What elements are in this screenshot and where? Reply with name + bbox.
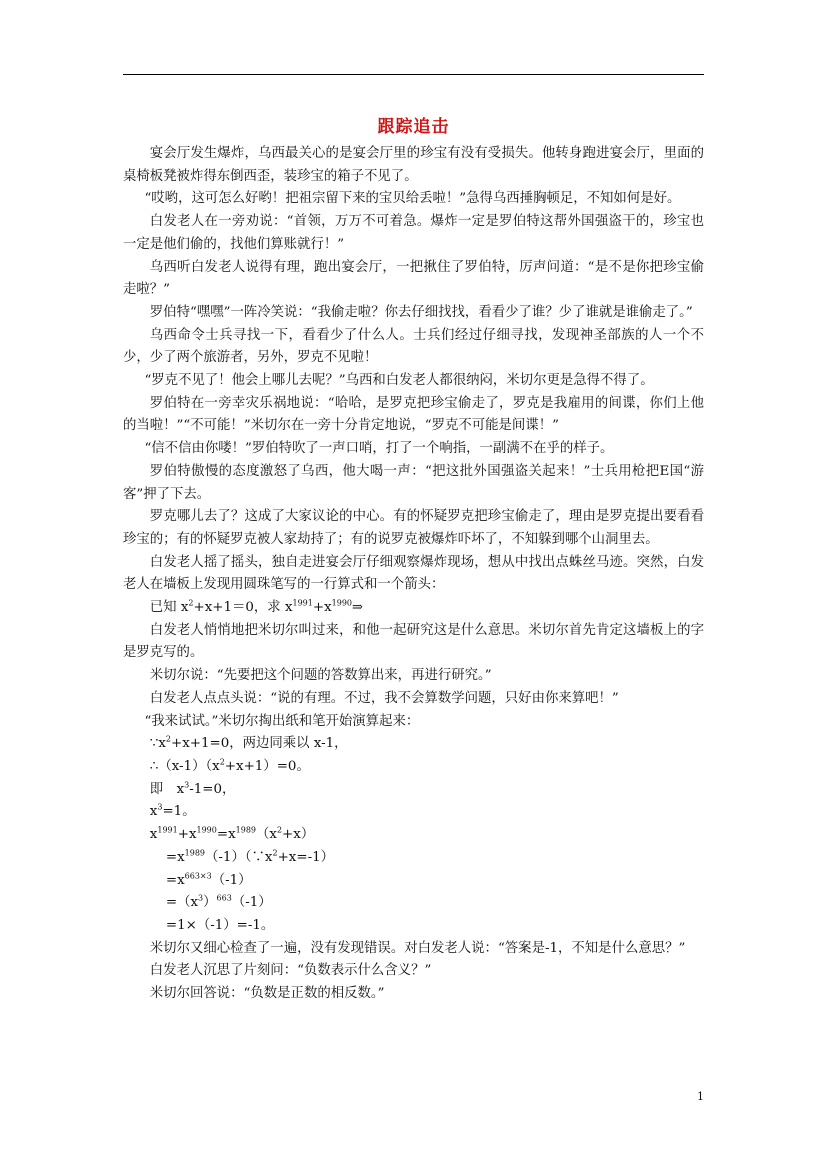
paragraph: 米切尔回答说：“负数是正数的相反数。” (149, 986, 385, 1002)
paragraph: “信不信由你喽！”罗伯特吹了一声口哨，打了一个响指，一副满不在乎的样子。 (144, 441, 614, 457)
math-line: $\therefore(x-1)(x^2+x+1)=0$。 (149, 757, 310, 774)
paragraph: 罗伯特傲慢的态度激怒了乌西，他大喝一声：“把这批外国强盗关起来！”士兵用枪把E国“游客”押了下去。 (123, 463, 704, 502)
math-line: $\because x^2+x+1=0$，两边同乘以 x-1， (149, 734, 348, 752)
paragraph: 白发老人沉思了片刻问：“负数表示什么含义？” (149, 963, 432, 979)
header-rule (123, 74, 704, 75)
paragraph: 白发老人摇了摇头，独自走进宴会厅仔细观察爆炸现场，想从中找出点蛛丝马迹。突然，白发老人在墙板上发现用圆珠笔写的一行算式和一个箭头： (123, 554, 704, 593)
paragraph: “罗克不见了！他会上哪儿去呢？”乌西和白发老人都很纳闷，米切尔更是急得不得了。 (144, 373, 654, 389)
math-line: $x^3=1$。 (149, 802, 196, 820)
paragraph: 罗伯特“嘿嘿”一阵冷笑说：“我偷走啦？你去仔细找找，看看少了谁？少了谁就是谁偷走了。” (149, 304, 693, 320)
paragraph: “哎哟，这可怎么好哟！把祖宗留下来的宝贝给丢啦！”急得乌西捶胸顿足，不知如何是好。 (144, 191, 681, 207)
paragraph: 白发老人悄悄地把米切尔叫过来，和他一起研究这是什么意思。米切尔首先肯定这墙板上的字是罗克写的。 (123, 622, 704, 661)
math-line: $=(x^3)^{663}(-1)$ (165, 893, 272, 911)
document-title: 跟踪追击 (377, 117, 450, 137)
paragraph: 宴会厅发生爆炸，乌西最关心的是宴会厅里的珍宝有没有受损失。他转身跑进宴会厅，里面的桌椅板凳被炸得东倒西歪，装珍宝的箱子不见了。 (123, 146, 704, 184)
math-line: =1×（-1）=-1。 (165, 917, 275, 933)
page-number: 1 (697, 1090, 704, 1103)
math-line: $x^{1991}+x^{1990}=x^{1989}(x^2+x)$ (149, 825, 315, 843)
paragraph: 白发老人点点头说：“说的有理。不过，我不会算数学问题，只好由你来算吧！” (149, 690, 619, 706)
paragraph: “我来试试。”米切尔掏出纸和笔开始演算起来： (144, 713, 420, 729)
paragraph: 乌西听白发老人说得有理，跑出宴会厅，一把揪住了罗伯特，厉声问道：“是不是你把珍宝偷走啦？” (123, 259, 704, 298)
arrow-icon: ⇒ (352, 600, 361, 616)
paragraph: 罗伯特在一旁幸灾乐祸地说：“哈哈，是罗克把珍宝偷走了，罗克是我雇用的间谍，你们上他的当啦！”“不可能！”米切尔在一旁十分肯定地说，“罗克不可能是间谍！” (123, 395, 704, 434)
paragraph: 乌西命令士兵寻找一下，看看少了什么人。士兵们经过仔细寻找，发现神圣部族的人一个不少，少了两个旅游者，另外，罗克不见啦！ (123, 327, 704, 366)
paragraph: 米切尔说：“先要把这个问题的答数算出来，再进行研究。” (149, 668, 492, 684)
wall-formula: 已知 $x^2+x+1=0$，求 $x^{1991}+x^{1990}\Rightarrow$ (149, 598, 361, 616)
paragraph: 罗克哪儿去了？这成了大家议论的中心。有的怀疑罗克把珍宝偷走了，理由是罗克提出要看看珍宝的；有的怀疑罗克被人家劫持了；有的说罗克被爆炸吓坏了，不知躲到哪个山洞里去。 (123, 509, 704, 547)
math-line: 即 $x^3-1=0$， (149, 780, 236, 797)
paragraph: 米切尔又细心检查了一遍，没有发现错误。对白发老人说：“答案是-1，不知是什么意思？” (149, 940, 686, 956)
document-body (123, 143, 704, 1006)
math-line: $=x^{1989}(-1)(\because x^2+x=-1)$ (165, 848, 335, 865)
paragraph: 白发老人在一旁劝说：“首领，万万不可着急。爆炸一定是罗伯特这帮外国强盗干的，珍宝也一定是他们偷的，找他们算账就行！” (123, 214, 704, 252)
math-line: $=x^{663\times 3}(-1)$ (165, 871, 252, 888)
